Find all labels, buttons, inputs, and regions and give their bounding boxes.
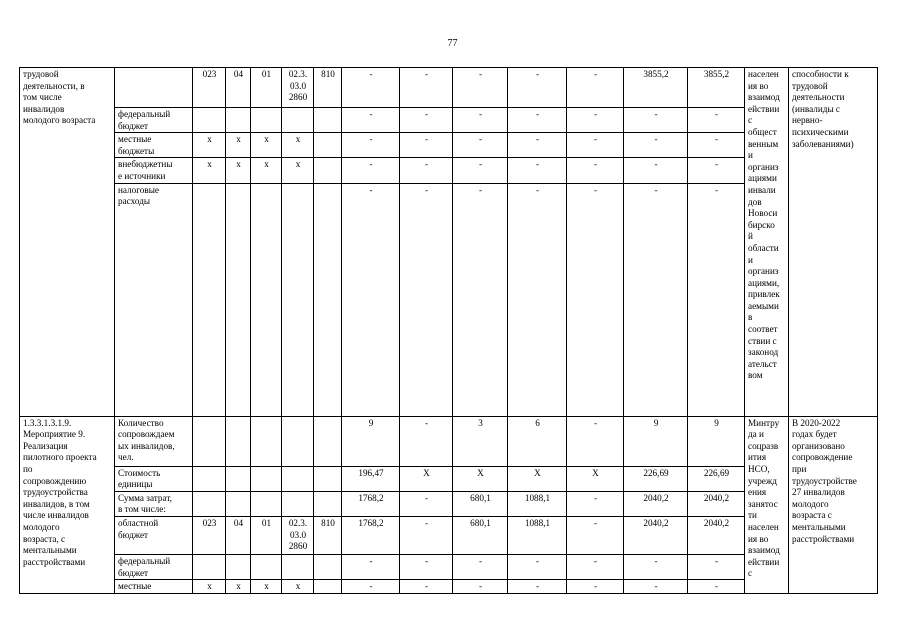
value-cell: - — [567, 183, 624, 416]
subsection-code-cell — [251, 416, 282, 466]
value-cell: - — [688, 108, 745, 133]
expense-type-cell — [314, 158, 342, 183]
value-cell: - — [453, 133, 508, 158]
result-cell: способности к трудовой деятельности (инвалиды с нервно- психическими заболеваниями) — [789, 68, 878, 417]
value-cell: 226,69 — [624, 466, 688, 491]
value-cell: 3855,2 — [624, 68, 688, 108]
section-code-cell — [226, 491, 251, 516]
source-label-cell: Стоимость единицы — [115, 466, 193, 491]
value-cell: - — [400, 554, 453, 579]
value-cell: 3 — [453, 416, 508, 466]
value-cell: - — [342, 554, 400, 579]
value-cell: - — [624, 158, 688, 183]
page-number: 77 — [447, 38, 458, 49]
value-cell: - — [342, 108, 400, 133]
value-cell: - — [624, 554, 688, 579]
value-cell: - — [688, 580, 745, 594]
subsection-code-cell: x — [251, 580, 282, 594]
activity-name-cell: 1.3.3.1.3.1.9. Мероприятие 9. Реализация пилотного проекта по сопровождению трудоустройства инвалидов, в том числе инвалидов молодого возраста, с ментальными расстройствами — [20, 416, 115, 593]
value-cell: - — [688, 554, 745, 579]
value-cell: - — [400, 133, 453, 158]
budget-table — [19, 67, 878, 594]
value-cell: - — [342, 183, 400, 416]
value-cell: - — [624, 133, 688, 158]
expense-type-cell — [314, 108, 342, 133]
value-cell: - — [400, 183, 453, 416]
subsection-code-cell: x — [251, 158, 282, 183]
section-code-cell: 04 — [226, 516, 251, 554]
value-cell: - — [567, 68, 624, 108]
source-label-cell: налоговые расходы — [115, 183, 193, 416]
grbs-code-cell: 023 — [193, 516, 226, 554]
source-label-cell: Сумма затрат, в том числе: — [115, 491, 193, 516]
grbs-code-cell — [193, 491, 226, 516]
section-code-cell: x — [226, 133, 251, 158]
value-cell: - — [400, 68, 453, 108]
target-article-cell — [282, 183, 314, 416]
target-article-cell — [282, 416, 314, 466]
value-cell: - — [508, 68, 567, 108]
value-cell: - — [342, 580, 400, 594]
value-cell: - — [508, 158, 567, 183]
section-code-cell — [226, 554, 251, 579]
grbs-code-cell: x — [193, 580, 226, 594]
table-row — [20, 68, 878, 108]
grbs-code-cell — [193, 554, 226, 579]
value-cell: - — [688, 158, 745, 183]
value-cell: 2040,2 — [624, 491, 688, 516]
source-label-cell: Количество сопровождаем ых инвалидов, чел. — [115, 416, 193, 466]
subsection-code-cell — [251, 466, 282, 491]
value-cell: - — [624, 108, 688, 133]
value-cell: - — [342, 133, 400, 158]
subsection-code-cell — [251, 554, 282, 579]
value-cell: - — [567, 416, 624, 466]
value-cell: - — [567, 133, 624, 158]
expense-type-cell — [314, 183, 342, 416]
target-article-cell: 02.3. 03.0 2860 — [282, 516, 314, 554]
value-cell: 2040,2 — [688, 516, 745, 554]
value-cell: 680,1 — [453, 491, 508, 516]
section-code-cell: x — [226, 580, 251, 594]
value-cell: - — [567, 580, 624, 594]
source-label-cell: областной бюджет — [115, 516, 193, 554]
value-cell: - — [567, 491, 624, 516]
source-label-cell: местные — [115, 580, 193, 594]
target-article-cell: 02.3. 03.0 2860 — [282, 68, 314, 108]
value-cell: - — [453, 68, 508, 108]
value-cell: - — [508, 580, 567, 594]
value-cell: - — [688, 133, 745, 158]
value-cell: - — [567, 158, 624, 183]
value-cell: 1768,2 — [342, 491, 400, 516]
expense-type-cell — [314, 491, 342, 516]
subsection-code-cell: 01 — [251, 68, 282, 108]
subsection-code-cell — [251, 491, 282, 516]
value-cell: - — [400, 416, 453, 466]
value-cell: 9 — [688, 416, 745, 466]
value-cell: - — [400, 158, 453, 183]
value-cell: - — [342, 158, 400, 183]
source-label-cell: местные бюджеты — [115, 133, 193, 158]
value-cell: 1088,1 — [508, 491, 567, 516]
value-cell: - — [508, 183, 567, 416]
subsection-code-cell — [251, 108, 282, 133]
activity-name-cell: трудовой деятельности, в том числе инвалидов молодого возраста — [20, 68, 115, 417]
expense-type-cell — [314, 554, 342, 579]
value-cell: - — [400, 580, 453, 594]
section-code-cell — [226, 183, 251, 416]
grbs-code-cell: x — [193, 158, 226, 183]
value-cell: - — [508, 108, 567, 133]
result-cell: В 2020-2022 годах будет организовано сопровождение при трудоустройстве 27 инвалидов молодого возраста с ментальными расстройствами — [789, 416, 878, 593]
value-cell: - — [453, 158, 508, 183]
grbs-code-cell — [193, 466, 226, 491]
value-cell: - — [508, 554, 567, 579]
target-article-cell: x — [282, 158, 314, 183]
value-cell: - — [508, 133, 567, 158]
value-cell: - — [400, 491, 453, 516]
source-label-cell: внебюджетны е источники — [115, 158, 193, 183]
value-cell: - — [567, 554, 624, 579]
target-article-cell — [282, 108, 314, 133]
value-cell: 9 — [624, 416, 688, 466]
target-article-cell — [282, 554, 314, 579]
value-cell: 9 — [342, 416, 400, 466]
subsection-code-cell: x — [251, 133, 282, 158]
value-cell: - — [453, 108, 508, 133]
source-label-cell: федеральный бюджет — [115, 108, 193, 133]
section-code-cell — [226, 416, 251, 466]
grbs-code-cell — [193, 108, 226, 133]
expense-type-cell — [314, 466, 342, 491]
value-cell: X — [400, 466, 453, 491]
value-cell: - — [453, 580, 508, 594]
value-cell: 2040,2 — [624, 516, 688, 554]
source-label-cell — [115, 68, 193, 108]
value-cell: - — [453, 183, 508, 416]
value-cell: - — [624, 580, 688, 594]
value-cell: X — [567, 466, 624, 491]
expense-type-cell — [314, 133, 342, 158]
expense-type-cell — [314, 580, 342, 594]
grbs-code-cell — [193, 416, 226, 466]
executor-cell: Минтру да и соцразв ития НСО, учрежд ения занятос ти населен ия во взаимод ействии с — [745, 416, 789, 593]
value-cell: - — [342, 68, 400, 108]
section-code-cell: 04 — [226, 68, 251, 108]
value-cell: 2040,2 — [688, 491, 745, 516]
source-label-cell: федеральный бюджет — [115, 554, 193, 579]
subsection-code-cell: 01 — [251, 516, 282, 554]
subsection-code-cell — [251, 183, 282, 416]
value-cell: 226,69 — [688, 466, 745, 491]
value-cell: - — [453, 554, 508, 579]
value-cell: X — [453, 466, 508, 491]
executor-cell: населен ия во взаимод ействии с общест венным и организ ациями инвали дов Новоси бирско й области и организ ациями, привлек аемыми в соответ ствии с законод ательст вом — [745, 68, 789, 417]
value-cell: - — [567, 108, 624, 133]
value-cell: - — [688, 183, 745, 416]
value-cell: - — [624, 183, 688, 416]
target-article-cell — [282, 466, 314, 491]
value-cell: 1088,1 — [508, 516, 567, 554]
section-code-cell — [226, 466, 251, 491]
grbs-code-cell: 023 — [193, 68, 226, 108]
value-cell: 6 — [508, 416, 567, 466]
expense-type-cell — [314, 416, 342, 466]
value-cell: 1768,2 — [342, 516, 400, 554]
value-cell: X — [508, 466, 567, 491]
value-cell: 3855,2 — [688, 68, 745, 108]
value-cell: - — [567, 516, 624, 554]
expense-type-cell: 810 — [314, 68, 342, 108]
table-row — [20, 416, 878, 466]
value-cell: 680,1 — [453, 516, 508, 554]
section-code-cell — [226, 108, 251, 133]
value-cell: 196,47 — [342, 466, 400, 491]
target-article-cell: x — [282, 133, 314, 158]
target-article-cell — [282, 491, 314, 516]
grbs-code-cell — [193, 183, 226, 416]
grbs-code-cell: x — [193, 133, 226, 158]
value-cell: - — [400, 108, 453, 133]
target-article-cell: x — [282, 580, 314, 594]
value-cell: - — [400, 516, 453, 554]
section-code-cell: x — [226, 158, 251, 183]
expense-type-cell: 810 — [314, 516, 342, 554]
